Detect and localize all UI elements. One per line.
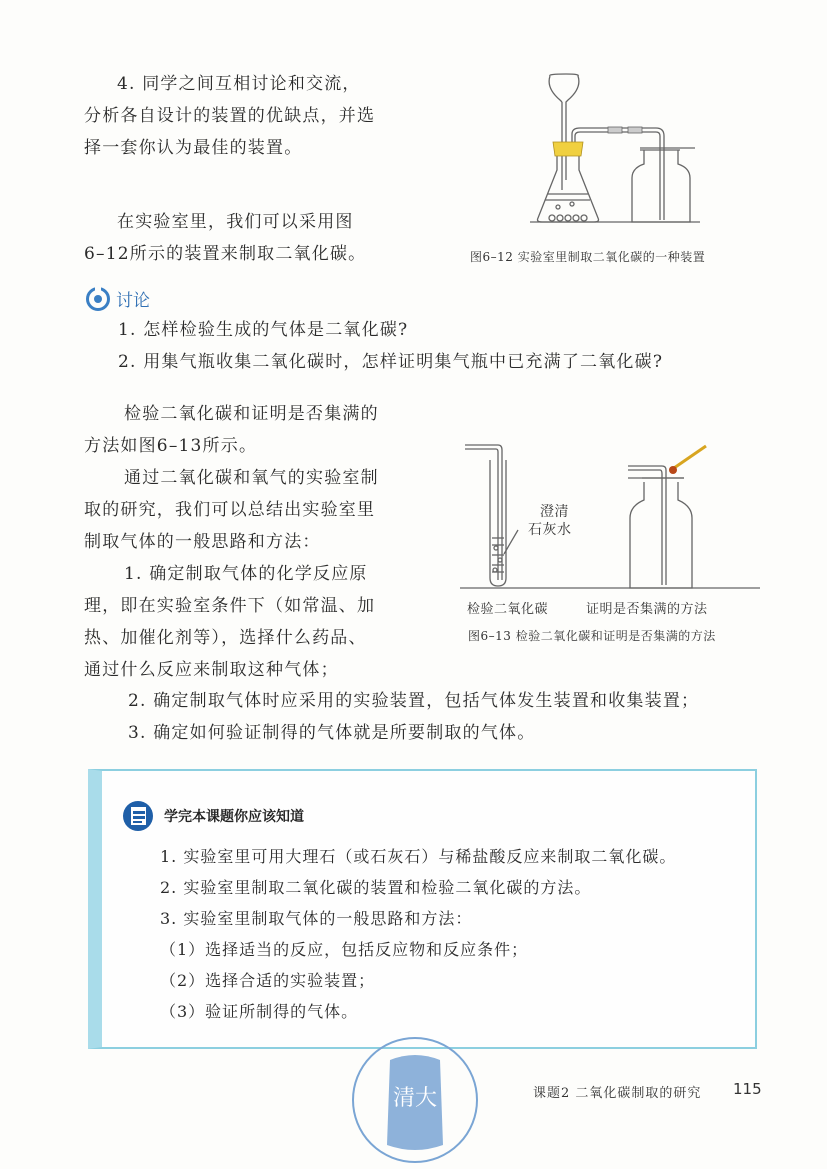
text-line: 分析各自设计的装置的优缺点，并选 [84,106,376,126]
text-line: 在实验室里，我们可以采用图 [117,212,354,232]
figure-6-13-caption: 图6–13 检验二氧化碳和证明是否集满的方法 [468,629,716,643]
text-line: 2. 确定制取气体时应采用的实验装置，包括气体发生装置和收集装置； [128,691,700,711]
text-line: 理，即在实验室条件下（如常温、加 [84,596,376,616]
figure-6-13-label-right: 证明是否集满的方法 [586,602,708,617]
discussion-questions [118,314,663,378]
figure-6-12-caption: 图6–12 实验室里制取二氧化碳的一种装置 [470,250,706,264]
steps-block [128,685,699,749]
text-line: 通过二氧化碳和氧气的实验室制 [124,468,379,488]
discussion-title: 讨论 [116,291,150,311]
text-line: 制取气体的一般思路和方法： [84,532,321,552]
text-line: 6–12所示的装置来制取二氧化碳。 [84,244,367,264]
page-number: 115 [733,1080,762,1098]
summary-items [160,841,676,1027]
text-line: 4. 同学之间互相讨论和交流， [117,74,361,94]
summary-item: （3）验证所制得的气体。 [160,1002,359,1021]
text-line: 3. 确定如何验证制得的气体就是所要制取的气体。 [128,723,536,743]
discussion-question: 2. 用集气瓶收集二氧化碳时，怎样证明集气瓶中已充满了二氧化碳? [118,352,664,372]
text-line: 方法如图6–13所示。 [84,436,258,456]
summary-item: （1）选择适当的反应，包括反应物和反应条件； [160,940,529,959]
summary-item: （2）选择合适的实验装置； [160,971,376,990]
figure-6-13-apparatus [460,440,760,590]
summary-header [122,800,304,832]
footer-chapter: 课题2 二氧化碳制取的研究 [533,1086,702,1101]
annotation-line: 石灰水 [528,522,572,538]
text-line: 热、加催化剂等），选择什么药品、 [84,628,367,648]
intro-block [84,68,424,270]
middle-block [84,398,434,686]
limewater-label [528,503,572,539]
discussion-icon [86,287,110,311]
text-line: 检验二氧化碳和证明是否集满的 [124,404,379,424]
summary-item: 1. 实验室里可用大理石（或石灰石）与稀盐酸反应来制取二氧化碳。 [160,847,677,866]
annotation-line: 澄清 [540,504,569,520]
text-line: 择一套你认为最佳的装置。 [84,138,303,158]
text-line: 取的研究，我们可以总结出实验室里 [84,500,376,520]
hand-pointing-icon [122,800,154,832]
figure-6-13-label-left: 检验二氧化碳 [467,602,549,617]
text-line: 通过什么反应来制取这种气体； [84,660,339,680]
summary-item: 3. 实验室里制取气体的一般思路和方法： [160,909,473,928]
summary-item: 2. 实验室里制取二氧化碳的装置和检验二氧化碳的方法。 [160,878,592,897]
text-line: 1. 确定制取气体的化学反应原 [124,564,368,584]
discussion-question: 1. 怎样检验生成的气体是二氧化碳? [118,320,409,340]
discussion-header [86,286,150,311]
summary-title: 学完本课题你应该知道 [164,809,304,825]
watermark-stamp [345,1035,485,1165]
watermark-center: 清大 [392,1086,438,1111]
figure-6-12-apparatus [520,70,760,240]
